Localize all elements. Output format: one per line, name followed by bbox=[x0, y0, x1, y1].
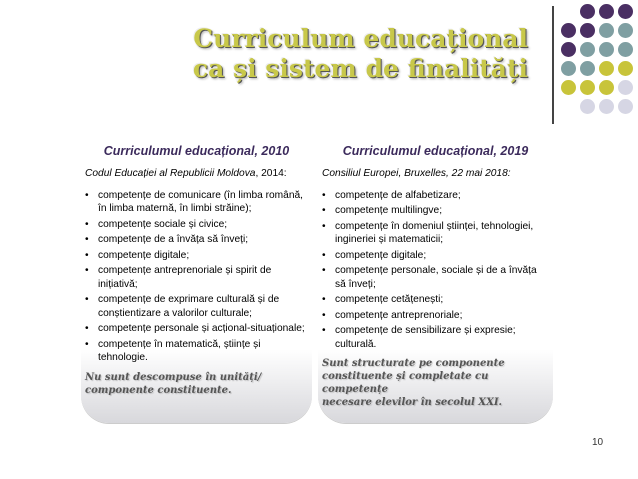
dot-icon bbox=[561, 23, 576, 38]
dot-icon bbox=[618, 23, 633, 38]
right-source: Consiliul Europei, Bruxelles, 22 mai 2018: bbox=[322, 168, 511, 179]
left-source-title: Codul Educației al Republicii Moldova bbox=[85, 168, 256, 179]
dot-icon bbox=[580, 4, 595, 19]
dot-icon bbox=[618, 42, 633, 57]
dot-icon bbox=[599, 80, 614, 95]
list-item: • competențe de a învăța să înveți; bbox=[81, 233, 312, 247]
dot-icon bbox=[580, 42, 595, 57]
left-competence-list bbox=[81, 189, 312, 365]
left-source-year: , 2014: bbox=[255, 168, 287, 179]
dot-icon bbox=[580, 23, 595, 38]
list-item: • competențe digitale; bbox=[81, 249, 312, 263]
dot-icon bbox=[599, 23, 614, 38]
list-item: • competențe în matematică, științe și tehnologie. bbox=[81, 338, 312, 365]
dot-icon bbox=[618, 4, 633, 19]
page-number: 10 bbox=[592, 437, 604, 448]
list-item: • competențe antreprenoriale și spirit de inițiativă; bbox=[81, 264, 312, 291]
list-item: • competențe de sensibilizare și expresie; culturală. bbox=[318, 324, 553, 351]
list-item: • competențe în domeniul științei, tehnologiei, ingineriei și matematicii; bbox=[318, 220, 553, 247]
list-item: • competențe antreprenoriale; bbox=[318, 309, 553, 323]
dot-icon bbox=[618, 61, 633, 76]
list-item: • competențe multilingve; bbox=[318, 204, 553, 218]
left-panel bbox=[81, 161, 312, 423]
title-line-1: Curriculum educațional bbox=[193, 24, 528, 53]
list-item: • competențe personale, sociale și de a învăța să înveți; bbox=[318, 264, 553, 291]
dot-icon bbox=[599, 61, 614, 76]
title-line-2: ca și sistem de finalități bbox=[192, 54, 528, 83]
list-item: • competențe de comunicare (în limba română, în limba maternă, în limbi străine); bbox=[81, 189, 312, 216]
list-item: • competențe personale și acțional-situaționale; bbox=[81, 322, 312, 336]
left-column-heading: Curriculumul educațional, 2010 bbox=[103, 144, 290, 158]
slide-title bbox=[193, 24, 528, 84]
dot-icon bbox=[580, 80, 595, 95]
dot-icon bbox=[561, 61, 576, 76]
list-item: • competențe de alfabetizare; bbox=[318, 189, 553, 203]
right-panel bbox=[318, 161, 553, 423]
title-divider bbox=[552, 6, 554, 124]
decorative-dots bbox=[566, 4, 638, 122]
left-note: Nu sunt descompuse în unități/ componente constituente. bbox=[85, 371, 262, 396]
right-column-heading: Curriculumul educațional, 2019 bbox=[342, 144, 529, 158]
right-note: Sunt structurate pe componente constituente și completate cu competențe necesare elevilor în secolul XXI. bbox=[322, 358, 505, 408]
dot-icon bbox=[599, 99, 614, 114]
list-item: • competențe sociale și civice; bbox=[81, 218, 312, 232]
dot-icon bbox=[599, 42, 614, 57]
dot-icon bbox=[618, 80, 633, 95]
dot-icon bbox=[599, 4, 614, 19]
list-item: • competențe cetățenești; bbox=[318, 293, 553, 307]
right-competence-list bbox=[318, 189, 553, 352]
dot-icon bbox=[561, 80, 576, 95]
dot-icon bbox=[561, 42, 576, 57]
list-item: • competențe digitale; bbox=[318, 249, 553, 263]
dot-icon bbox=[618, 99, 633, 114]
left-source bbox=[85, 167, 312, 181]
dot-icon bbox=[580, 99, 595, 114]
dot-icon bbox=[580, 61, 595, 76]
list-item: • competențe de exprimare culturală și de conștientizare a valorilor culturale; bbox=[81, 293, 312, 320]
